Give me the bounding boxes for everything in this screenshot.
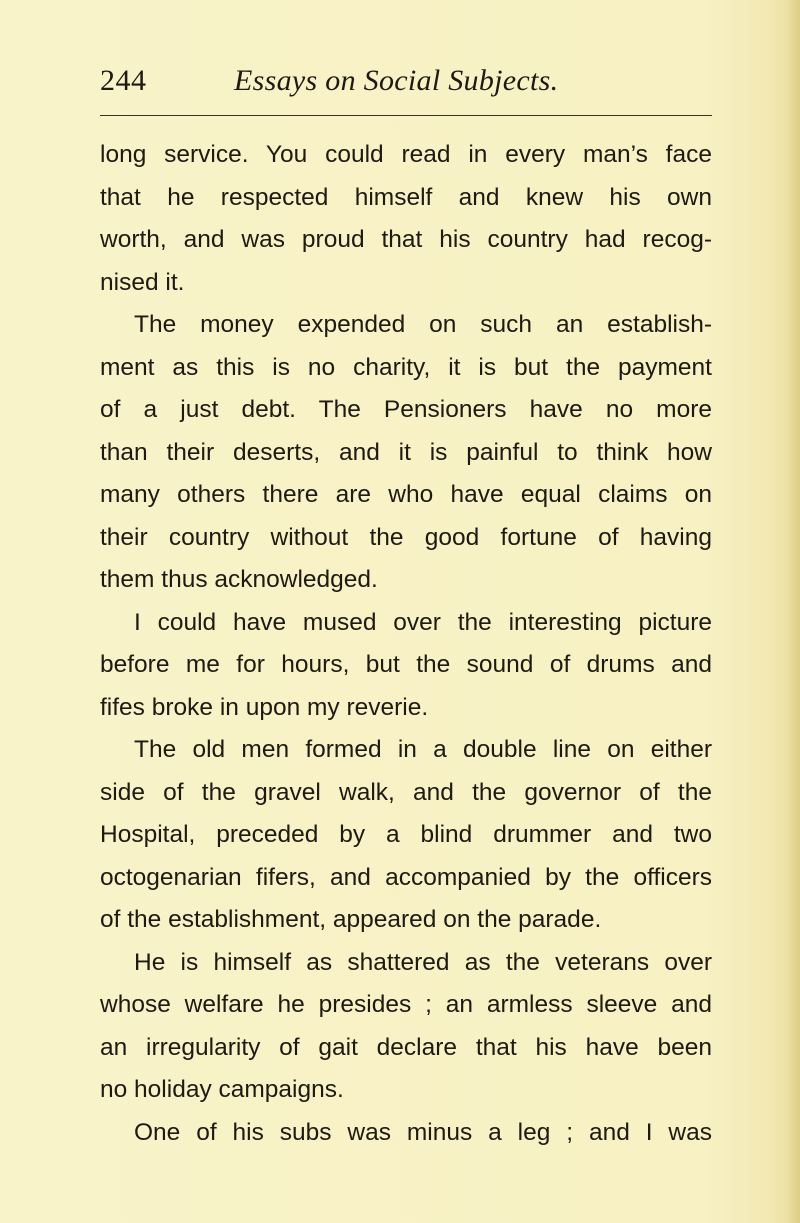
text-line: One of his subs was minus a leg ; and I was (134, 1118, 712, 1146)
text-line: whose welfare he presides ; an armless sleeve and (100, 991, 712, 1018)
header-rule (100, 115, 712, 116)
text-line: side of the gravel walk, and the governor of the (100, 778, 712, 806)
text-line: fifes broke in upon my reverie. (100, 693, 429, 721)
text-line: no holiday campaigns. (100, 1076, 344, 1103)
page-number: 244 (100, 64, 147, 97)
text-line: octogenarian fifers, and accompanied by the officers (100, 863, 712, 891)
text-line: an irregularity of gait declare that his have been (100, 1033, 712, 1061)
text-line: their country without the good fortune of having (100, 523, 712, 551)
text-line: than their deserts, and it is painful to think how (100, 438, 712, 466)
text-line: that he respected himself and knew his own (100, 183, 712, 211)
text-line: worth, and was proud that his country had recog- (100, 226, 712, 253)
running-head (100, 64, 712, 104)
text-line: Hospital, preceded by a blind drummer and two (100, 821, 712, 848)
text-line: The money expended on such an establish- (134, 311, 712, 338)
text-line: The old men formed in a double line on either (134, 736, 712, 763)
text-line: He is himself as shattered as the veterans over (134, 948, 712, 976)
text-line: I could have mused over the interesting picture (134, 608, 712, 636)
body-text (100, 134, 712, 1154)
text-line: of a just debt. The Pensioners have no more (100, 396, 712, 423)
text-line: before me for hours, but the sound of drums and (100, 651, 712, 678)
text-line: many others there are who have equal claims on (100, 481, 712, 508)
text-line: nised it. (100, 268, 185, 296)
text-line: them thus acknowledged. (100, 566, 378, 593)
text-line: of the establishment, appeared on the parade. (100, 906, 602, 933)
text-line: ment as this is no charity, it is but the payment (100, 353, 712, 381)
page-edge-shading (786, 0, 800, 1223)
running-title: Essays on Social Subjects. (234, 64, 559, 97)
text-line: long service. You could read in every man’s face (100, 141, 712, 168)
